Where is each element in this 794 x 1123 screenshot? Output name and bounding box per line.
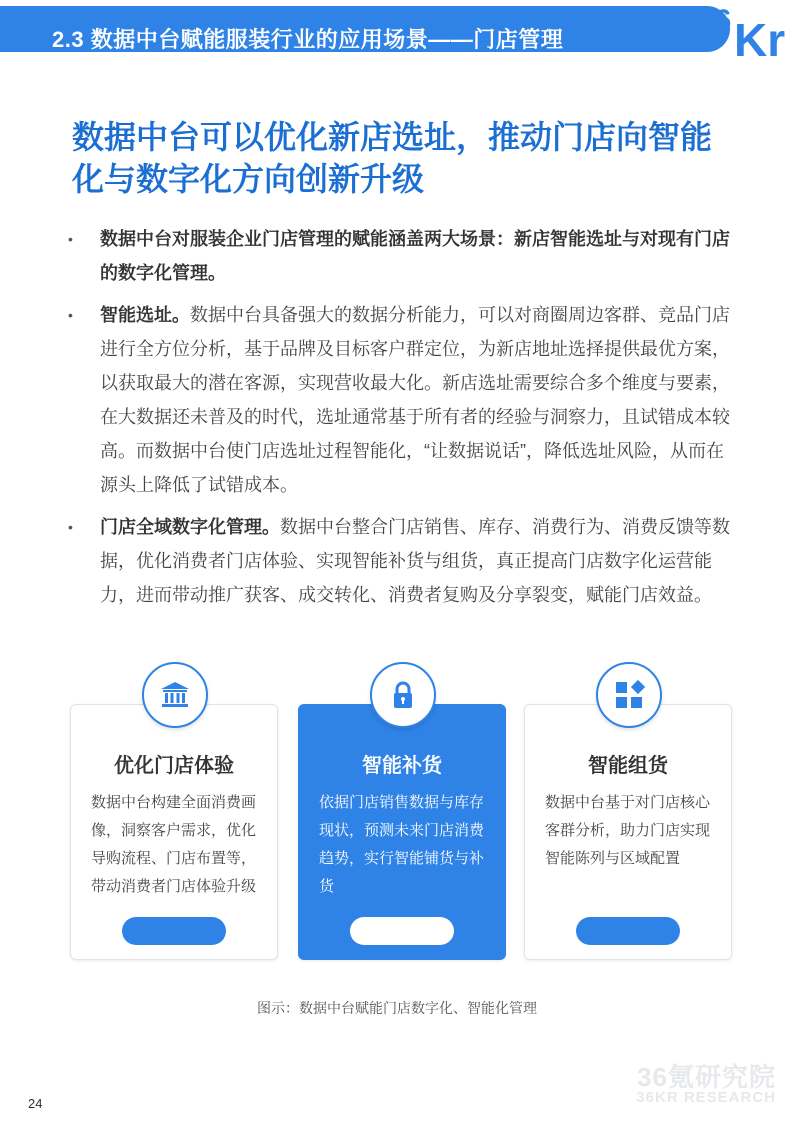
svg-text:Kr: Kr (734, 14, 786, 56)
card-button[interactable] (576, 917, 680, 945)
card-smart-replenishment (298, 704, 506, 960)
lock-icon (370, 662, 436, 728)
bullet-list (66, 222, 738, 620)
card-description: 数据中台构建全面消费画像，洞察客户需求，优化导购流程、门店布置等，带动消费者门店体验升级 (91, 794, 257, 895)
card-smart-assortment (524, 704, 732, 960)
page-number: 24 (28, 1096, 43, 1111)
bullet-dot-icon: • (68, 307, 73, 323)
grid-icon (596, 662, 662, 728)
watermark-cn: 36氪研究院 (637, 1062, 776, 1092)
bullet-dot-icon: • (68, 519, 73, 535)
card-button[interactable] (350, 917, 454, 945)
card-description: 依据门店销售数据与库存现状，预测未来门店消费趋势，实行智能铺货与补货 (319, 794, 485, 895)
section-title: 2.3 数据中台赋能服装行业的应用场景——门店管理 (52, 27, 564, 52)
bullet-text: 数据中台整合门店销售、库存、消费行为、消费反馈等数据，优化消费者门店体验、实现智能补货与组货，真正提高门店数字化运营能力，进而带动推广获客、成交转化、消费者复购及分享裂变，赋能门店效益。 (100, 517, 730, 605)
bullet-lead: 门店全域数字化管理。 (100, 517, 280, 537)
card-title: 智能组货 (588, 755, 668, 777)
card-description: 数据中台基于对门店核心客群分析，助力门店实现智能陈列与区域配置 (545, 794, 711, 867)
svg-text:36: 36 (698, 4, 732, 37)
bullet-dot-icon: • (68, 231, 73, 247)
card-store-experience (70, 704, 278, 960)
bullet-lead: 数据中台对服装企业门店管理的赋能涵盖两大场景：新店智能选址与对现有门店的数字化管理。 (100, 229, 730, 283)
page-heading: 数据中台可以优化新店选址，推动门店向智能化与数字化方向创新升级 (72, 119, 713, 197)
bullet-text: 数据中台具备强大的数据分析能力，可以对商圈周边客群、竞品门店进行全方位分析，基于品牌及目标客户群定位，为新店地址选择提供最优方案，以获取最大的潜在客源，实现营收最大化。新店选址需要综合多个维度与要素，在大数据还未普及的时代，选址通常基于所有者的经验与洞察力，且试错成本较高。而数据中台使门店选址过程智能化，“让数据说话”，降低选址风险，从而在源头上降低了试错成本。 (100, 305, 730, 495)
card-title: 智能补货 (362, 755, 442, 777)
bullet-item (66, 222, 738, 290)
watermark-en: 36KR RESEARCH (636, 1089, 776, 1106)
bullet-item (66, 298, 738, 502)
figure-caption: 图示：数据中台赋能门店数字化、智能化管理 (257, 1000, 537, 1016)
bullet-lead: 智能选址。 (100, 305, 190, 325)
card-title: 优化门店体验 (114, 755, 234, 777)
bank-icon (142, 662, 208, 728)
card-button[interactable] (122, 917, 226, 945)
36kr-logo-icon (694, 0, 794, 56)
bullet-item (66, 510, 738, 612)
header-bar (0, 6, 730, 52)
